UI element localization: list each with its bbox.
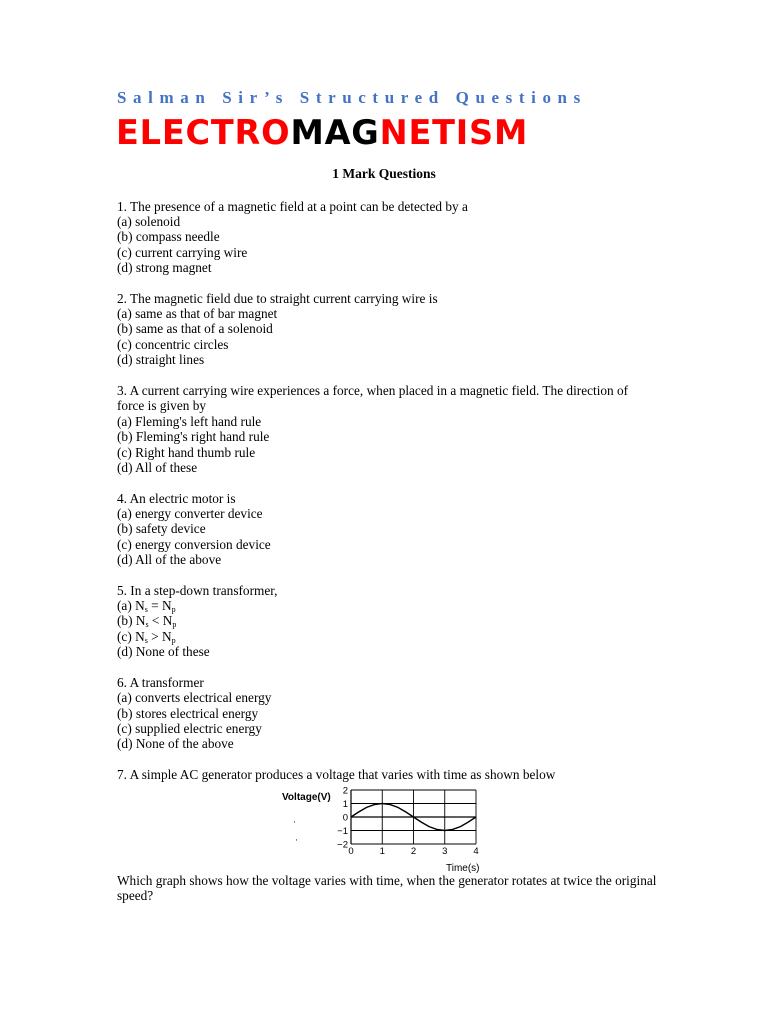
subscript: p <box>171 636 176 645</box>
question-1-option-b: (b) compass needle <box>117 229 220 244</box>
chart-ylabel: Voltage(V) <box>282 792 331 803</box>
question-3-stem: 3. A current carrying wire experiences a force, when placed in a magnetic field. The direction of force is given by <box>117 383 629 413</box>
subscript: s <box>144 636 148 645</box>
scan-speck: · <box>293 817 296 827</box>
chart-xlabel: Time(s) <box>446 863 480 874</box>
question-4-option-c: (c) energy conversion device <box>117 537 271 552</box>
title-part-netism: NETISM <box>379 113 529 152</box>
subscript: p <box>171 605 176 614</box>
y-tick-label: −1 <box>337 826 348 837</box>
x-tick-label: 2 <box>410 846 417 857</box>
question-3-option-d: (d) All of these <box>117 460 198 475</box>
question-3-option-b: (b) Fleming's right hand rule <box>117 429 270 444</box>
main-title <box>116 111 528 155</box>
question-7-followup: Which graph shows how the voltage varies with time, when the generator rotates at twice the original speed? <box>117 873 657 903</box>
question-5-option-d: (d) None of these <box>117 644 210 659</box>
question-2-option-b: (b) same as that of a solenoid <box>117 321 273 336</box>
question-3-option-a: (a) Fleming's left hand rule <box>117 414 262 429</box>
question-1-stem: 1. The presence of a magnetic field at a point can be detected by a <box>117 199 468 214</box>
chart-ticks <box>337 786 478 858</box>
question-2-stem: 2. The magnetic field due to straight current carrying wire is <box>117 291 438 306</box>
voltage-time-chart <box>280 784 490 874</box>
question-4-option-a: (a) energy converter device <box>117 506 263 521</box>
option-text: (c) N <box>117 629 145 644</box>
option-text: > N <box>147 629 172 644</box>
question-6-option-b: (b) stores electrical energy <box>117 706 259 721</box>
option-text: < N <box>148 613 173 628</box>
question-4-option-b: (b) safety device <box>117 521 206 536</box>
y-tick-label: −2 <box>337 839 348 851</box>
question-1-option-d: (d) strong magnet <box>117 260 212 275</box>
option-text: (b) N <box>117 613 146 628</box>
y-tick-label: 2 <box>342 785 348 797</box>
subscript: s <box>145 620 149 629</box>
question-5-stem: 5. In a step-down transformer, <box>117 583 278 598</box>
subscript: s <box>144 605 148 614</box>
question-4-stem: 4. An electric motor is <box>117 491 236 506</box>
question-2-option-a: (a) same as that of bar magnet <box>117 306 278 321</box>
question-6-option-d: (d) None of the above <box>117 736 234 751</box>
question-6-stem: 6. A transformer <box>117 675 204 690</box>
option-text: (a) N <box>117 598 145 613</box>
scan-speck: · <box>295 835 298 845</box>
x-tick-label: 1 <box>379 846 385 857</box>
title-part-mag: MAG <box>290 113 380 152</box>
question-4-option-d: (d) All of the above <box>117 552 222 567</box>
x-tick-label: 3 <box>442 846 448 857</box>
option-text: = N <box>147 598 172 613</box>
x-tick-label: 0 <box>348 846 354 857</box>
question-3-option-c: (c) Right hand thumb rule <box>117 445 256 460</box>
question-1-option-c: (c) current carrying wire <box>117 245 248 260</box>
question-2-option-c: (c) concentric circles <box>117 337 229 352</box>
question-1-option-a: (a) solenoid <box>117 214 181 229</box>
y-tick-label: 1 <box>342 799 348 810</box>
question-6-option-c: (c) supplied electric energy <box>117 721 262 736</box>
x-tick-label: 4 <box>473 846 479 857</box>
worksheet-header: Salman Sir’s Structured Questions <box>117 88 587 107</box>
question-7-stem: 7. A simple AC generator produces a voltage that varies with time as shown below <box>117 767 556 782</box>
y-tick-label: 0 <box>342 812 348 824</box>
question-6-option-a: (a) converts electrical energy <box>117 690 272 705</box>
subscript: p <box>172 620 177 629</box>
title-part-electro: ELECTRO <box>116 113 291 152</box>
section-title: 1 Mark Questions <box>332 166 436 181</box>
question-2-option-d: (d) straight lines <box>117 352 205 367</box>
